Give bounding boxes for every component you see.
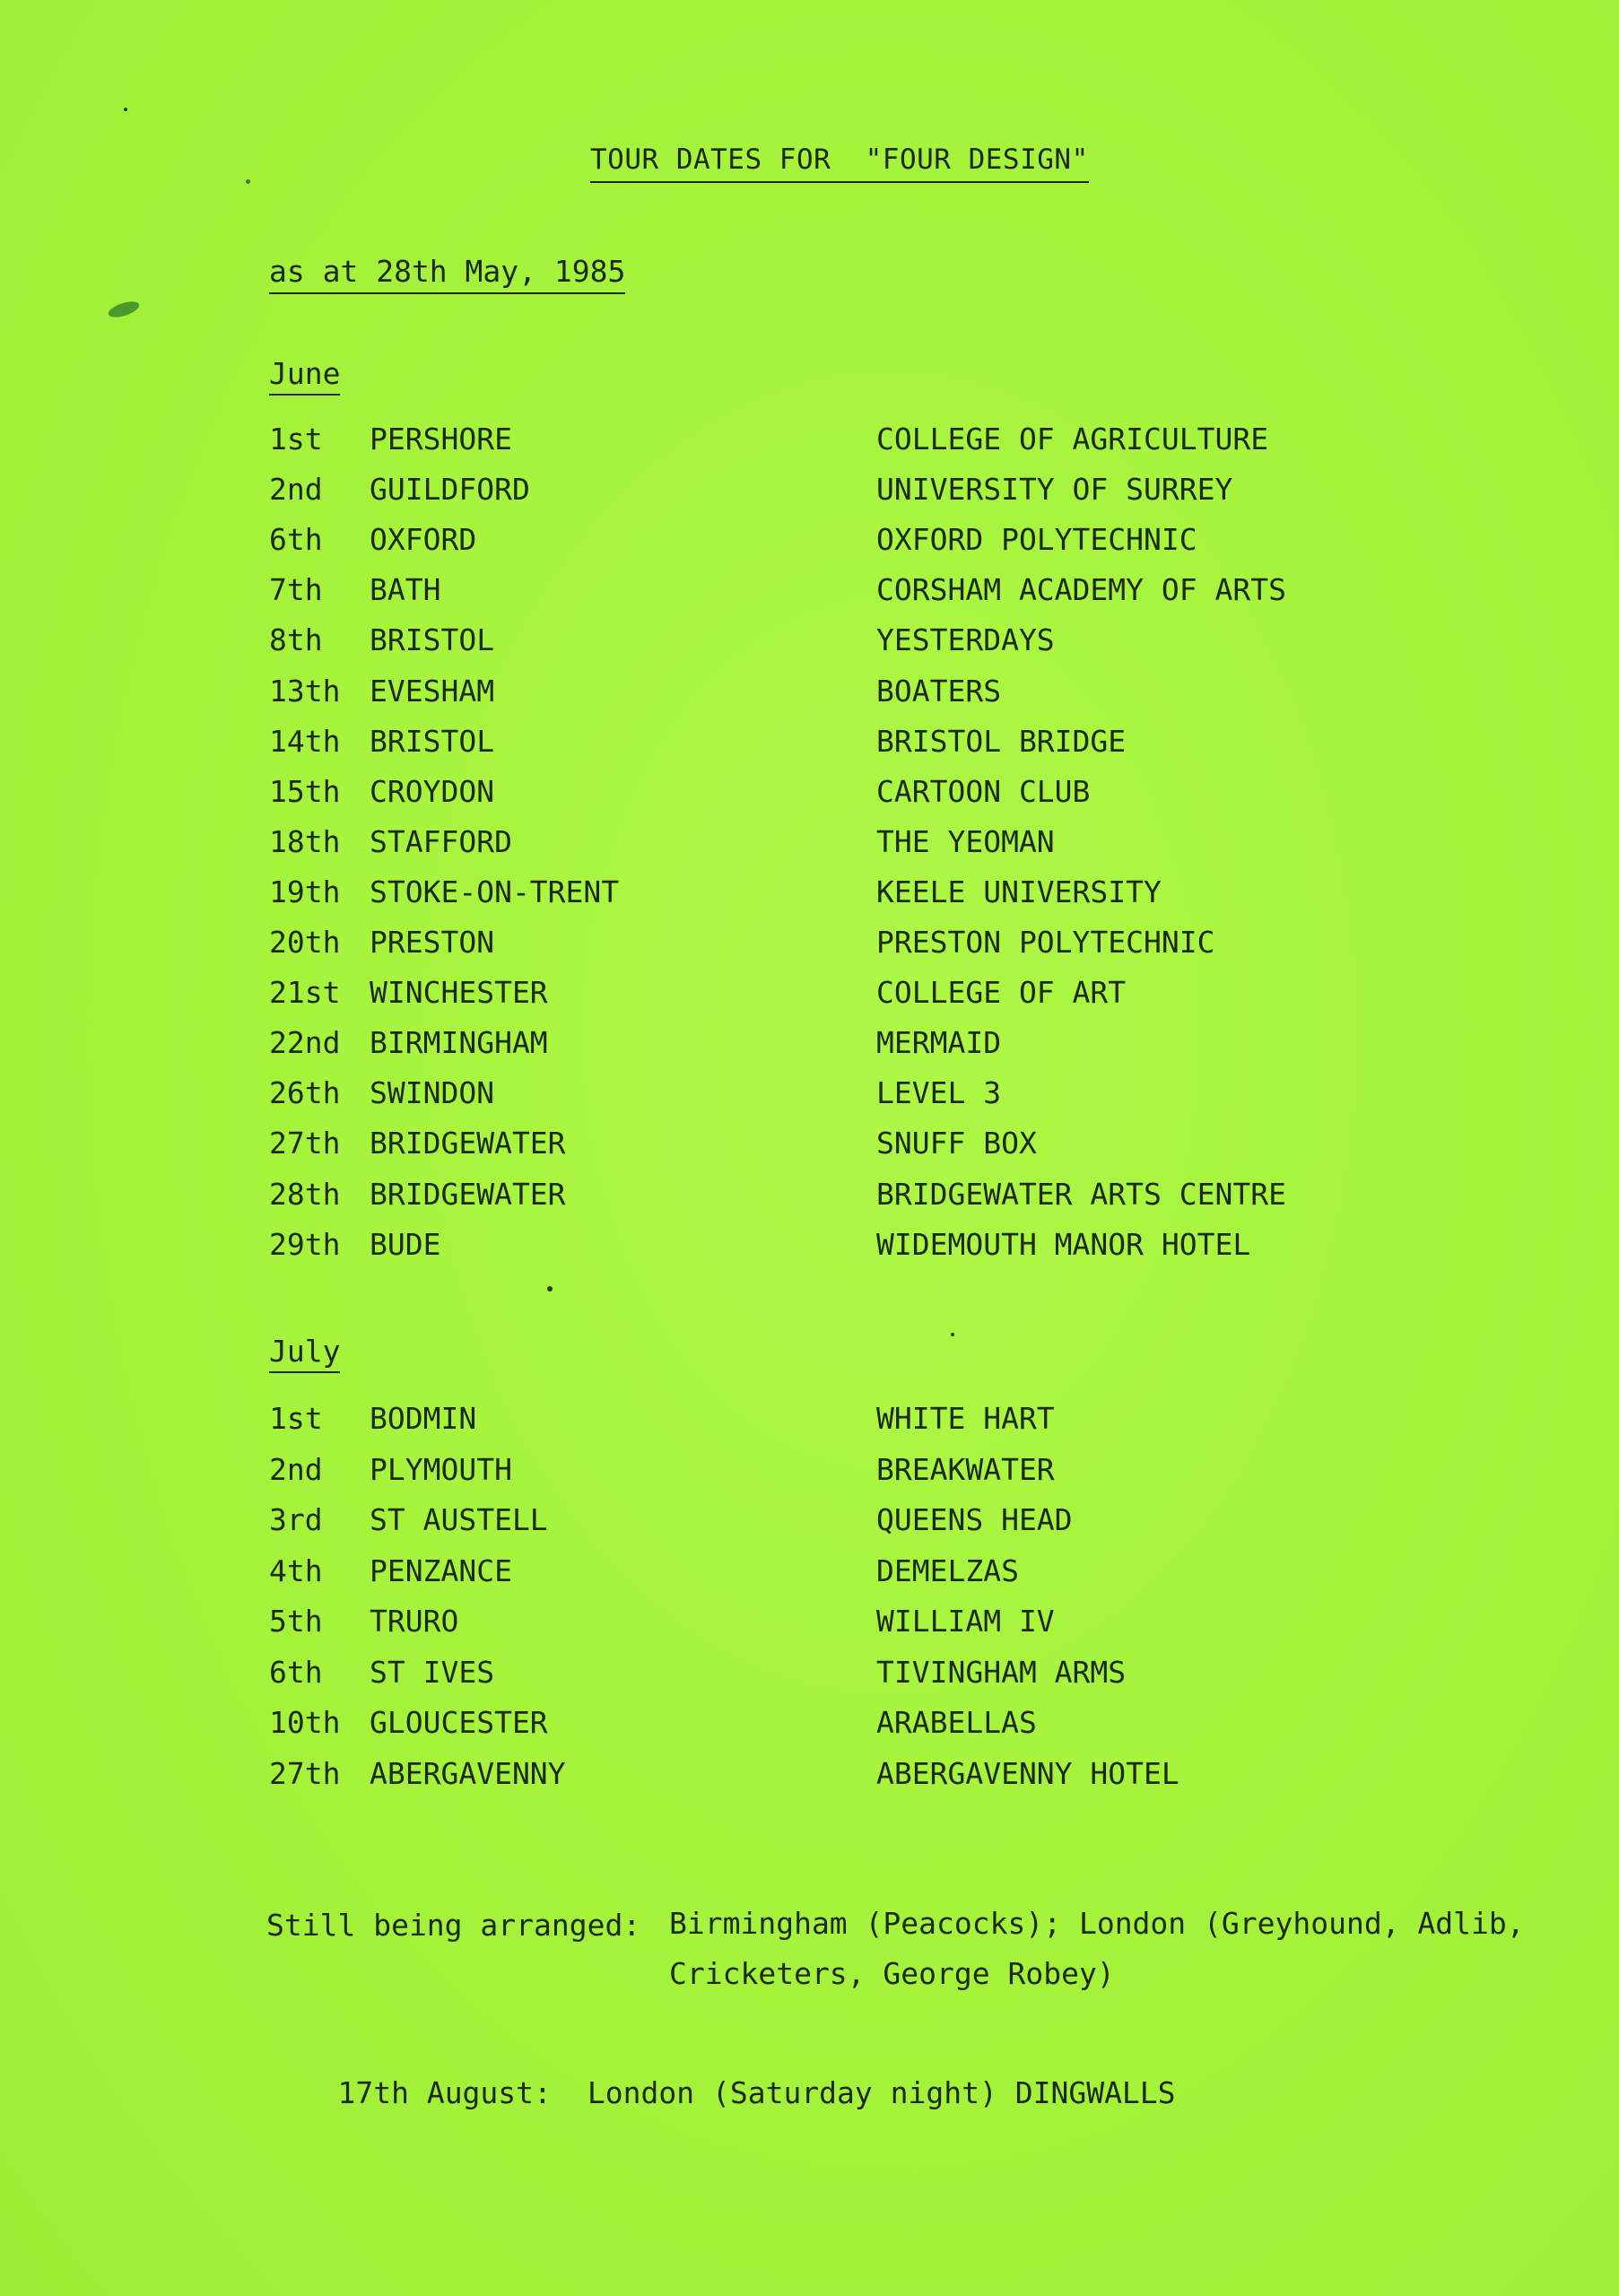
document-title: TOUR DATES FOR "FOUR DESIGN" — [590, 144, 1089, 183]
tour-date-row — [0, 925, 1619, 975]
tour-day: 18th — [269, 823, 341, 859]
tour-date-row — [0, 1502, 1619, 1552]
tour-venue: YESTERDAYS — [876, 622, 1055, 658]
paper-ink-smudge — [107, 299, 142, 320]
tour-town: PERSHORE — [370, 422, 512, 457]
tour-town: STAFFORD — [370, 823, 512, 859]
tour-date-row — [0, 472, 1619, 522]
tour-venue: BREAKWATER — [876, 1451, 1055, 1487]
tour-town: BIRMINGHAM — [370, 1025, 548, 1061]
tour-venue: PRESTON POLYTECHNIC — [876, 925, 1215, 960]
tour-town: WINCHESTER — [370, 975, 548, 1011]
tour-day: 20th — [269, 925, 341, 960]
tour-date-row — [0, 674, 1619, 724]
tour-town: BRISTOL — [370, 723, 495, 759]
august-venue-text: London (Saturday night) DINGWALLS — [587, 2075, 1176, 2110]
tour-date-row — [0, 622, 1619, 673]
tour-date-row — [0, 1705, 1619, 1755]
paper-speck — [246, 179, 250, 184]
tour-date-row — [0, 422, 1619, 472]
still-arranged-label: Still being arranged: — [266, 1908, 641, 1943]
tour-date-row — [0, 975, 1619, 1025]
tour-day: 10th — [269, 1705, 341, 1740]
tour-date-row — [0, 824, 1619, 874]
tour-day: 13th — [269, 673, 341, 709]
tour-town: PRESTON — [370, 925, 495, 960]
tour-venue: WIDEMOUTH MANOR HOTEL — [876, 1226, 1251, 1262]
tour-date-row — [0, 1756, 1619, 1806]
tour-town: SWINDON — [370, 1075, 495, 1111]
august-date-label: 17th August: — [337, 2075, 552, 2110]
tour-date-row — [0, 1126, 1619, 1176]
tour-venue: DEMELZAS — [876, 1552, 1019, 1588]
tour-venue: BRISTOL BRIDGE — [876, 723, 1127, 759]
tour-town: BRIDGEWATER — [370, 1176, 566, 1212]
tour-venue: QUEENS HEAD — [876, 1502, 1073, 1537]
tour-town: ST AUSTELL — [370, 1502, 548, 1537]
tour-day: 27th — [269, 1755, 341, 1791]
tour-date-row — [0, 1025, 1619, 1075]
tour-day: 6th — [269, 1654, 323, 1690]
month-heading-june: June — [269, 356, 340, 396]
tour-venue: THE YEOMAN — [876, 823, 1055, 859]
tour-day: 2nd — [269, 1451, 323, 1487]
tour-date-row — [0, 1655, 1619, 1705]
tour-date-row — [0, 874, 1619, 925]
tour-date-row — [0, 1452, 1619, 1502]
tour-town: GLOUCESTER — [370, 1705, 548, 1740]
tour-date-row — [0, 1553, 1619, 1604]
tour-day: 1st — [269, 422, 323, 457]
tour-day: 19th — [269, 874, 341, 909]
paper-speck — [951, 1333, 954, 1336]
month-heading-july: July — [269, 1334, 340, 1373]
tour-day: 26th — [269, 1075, 341, 1111]
tour-day: 5th — [269, 1604, 323, 1639]
as-at-date: as at 28th May, 1985 — [269, 254, 625, 294]
tour-town: ST IVES — [370, 1654, 495, 1690]
tour-day: 3rd — [269, 1502, 323, 1537]
tour-day: 1st — [269, 1401, 323, 1436]
tour-day: 8th — [269, 622, 323, 658]
tour-day: 22nd — [269, 1025, 341, 1061]
tour-town: TRURO — [370, 1604, 459, 1639]
tour-town: PLYMOUTH — [370, 1451, 512, 1487]
tour-town: BODMIN — [370, 1401, 477, 1436]
tour-town: BUDE — [370, 1226, 441, 1262]
tour-venue: MERMAID — [876, 1025, 1002, 1061]
tour-venue: COLLEGE OF AGRICULTURE — [876, 422, 1269, 457]
tour-day: 6th — [269, 522, 323, 558]
tour-day: 14th — [269, 723, 341, 759]
tour-town: GUILDFORD — [370, 472, 530, 508]
paper-speck — [547, 1286, 553, 1292]
tour-venue: BOATERS — [876, 673, 1002, 709]
tour-date-row — [0, 572, 1619, 622]
tour-venue: SNUFF BOX — [876, 1126, 1037, 1161]
tour-day: 29th — [269, 1226, 341, 1262]
tour-day: 27th — [269, 1126, 341, 1161]
tour-venue: KEELE UNIVERSITY — [876, 874, 1162, 909]
tour-town: BRISTOL — [370, 622, 495, 658]
august-date-line — [266, 2040, 1176, 2145]
tour-venue: CARTOON CLUB — [876, 773, 1091, 809]
tour-venue: WILLIAM IV — [876, 1604, 1055, 1639]
tour-date-row — [0, 522, 1619, 572]
tour-town: BATH — [370, 572, 441, 608]
tour-venue: UNIVERSITY OF SURREY — [876, 472, 1233, 508]
tour-venue: BRIDGEWATER ARTS CENTRE — [876, 1176, 1286, 1212]
tour-date-row — [0, 1227, 1619, 1277]
tour-venue: ABERGAVENNY HOTEL — [876, 1755, 1179, 1791]
tour-town: BRIDGEWATER — [370, 1126, 566, 1161]
tour-venue: COLLEGE OF ART — [876, 975, 1127, 1011]
tour-venue: TIVINGHAM ARMS — [876, 1654, 1127, 1690]
tour-venue: OXFORD POLYTECHNIC — [876, 522, 1197, 558]
tour-town: OXFORD — [370, 522, 477, 558]
tour-venue: LEVEL 3 — [876, 1075, 1002, 1111]
tour-date-row — [0, 1401, 1619, 1451]
tour-town: STOKE-ON-TRENT — [370, 874, 620, 909]
tour-day: 4th — [269, 1552, 323, 1588]
tour-day: 28th — [269, 1176, 341, 1212]
tour-date-row — [0, 724, 1619, 774]
tour-day: 2nd — [269, 472, 323, 508]
tour-town: CROYDON — [370, 773, 495, 809]
tour-date-row — [0, 774, 1619, 824]
still-arranged-venues: Birmingham (Peacocks); London (Greyhound, Adlib, Cricketers, George Robey) — [669, 1906, 1525, 1991]
paper-speck — [124, 108, 127, 111]
tour-town: ABERGAVENNY — [370, 1755, 566, 1791]
tour-day: 15th — [269, 773, 341, 809]
tour-venue: WHITE HART — [876, 1401, 1055, 1436]
tour-venue: CORSHAM ACADEMY OF ARTS — [876, 572, 1286, 608]
tour-date-row — [0, 1075, 1619, 1126]
tour-day: 7th — [269, 572, 323, 608]
tour-date-row — [0, 1177, 1619, 1227]
tour-town: EVESHAM — [370, 673, 495, 709]
tour-day: 21st — [269, 975, 341, 1011]
tour-venue: ARABELLAS — [876, 1705, 1037, 1740]
tour-town: PENZANCE — [370, 1552, 512, 1588]
tour-date-row — [0, 1604, 1619, 1654]
